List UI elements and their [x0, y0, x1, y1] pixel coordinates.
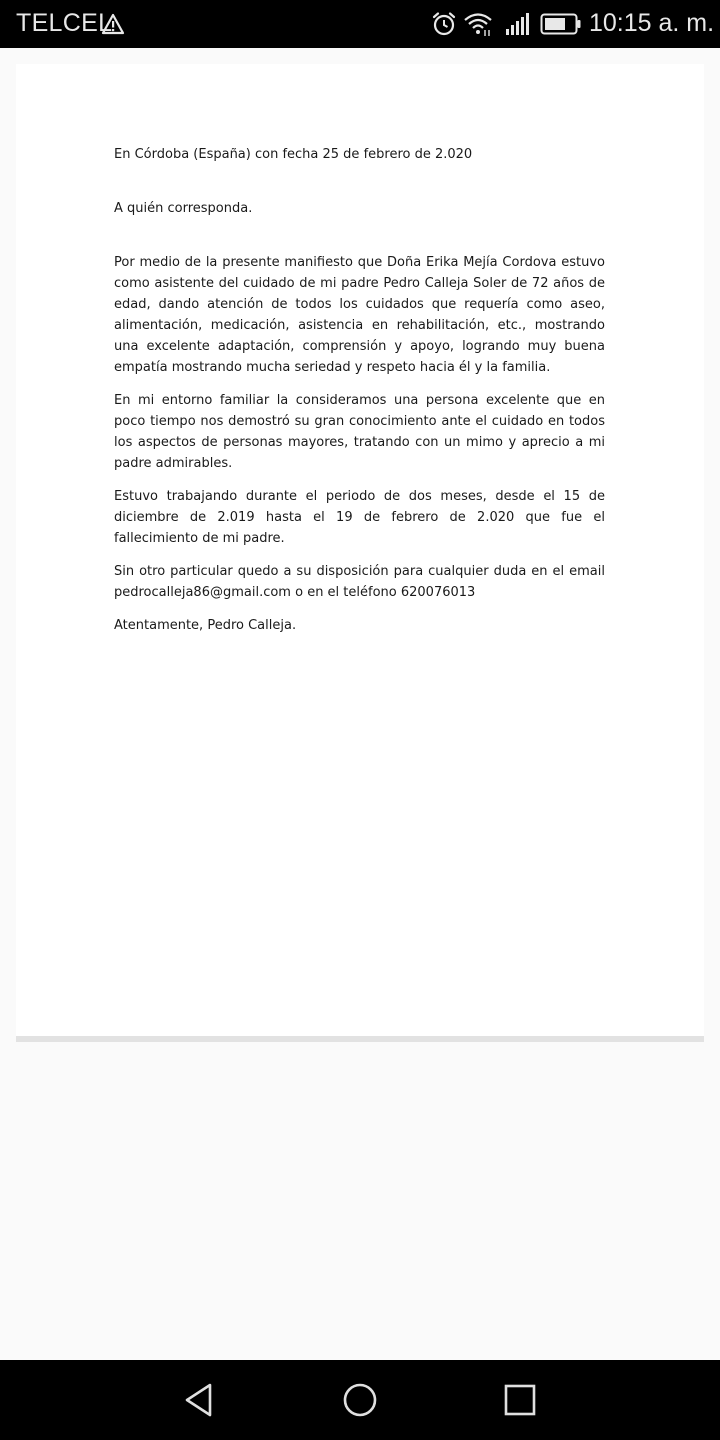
back-icon[interactable]: [180, 1382, 220, 1418]
navigation-bar: [0, 1360, 720, 1440]
date-line: En Córdoba (España) con fecha 25 de febrero de 2.020: [114, 147, 473, 162]
recents-icon[interactable]: [500, 1382, 540, 1418]
status-bar: [0, 0, 720, 48]
wifi-icon: [463, 11, 493, 37]
document-body: [114, 144, 605, 636]
paragraph-family: En mi entorno familiar la consideramos una persona excelente que en poco tiempo nos demostró su gran conocimiento ante el cuidado en todos los aspectos de personas mayores, tratando con un mimo y aprecio a mi padre admirables.: [114, 393, 605, 471]
home-icon[interactable]: [340, 1382, 380, 1418]
document-page: [16, 64, 704, 1036]
carrier-name: TELCEL: [16, 9, 113, 37]
signal-icon: [505, 12, 531, 36]
alarm-icon: [431, 11, 457, 37]
paragraph-period: Estuvo trabajando durante el periodo de dos meses, desde el 15 de diciembre de 2.019 hasta el 19 de febrero de 2.020 que fue el fallecimiento de mi padre.: [114, 489, 605, 546]
paragraph-contact: Sin otro particular quedo a su disposición para cualquier duda en el email pedrocalleja86@gmail.com o en el teléfono 620076013: [114, 564, 605, 600]
battery-icon: [540, 13, 582, 35]
page-bottom-edge: [16, 1036, 704, 1042]
warning-icon: [101, 13, 125, 35]
paragraph-introduction: Por medio de la presente manifiesto que Doña Erika Mejía Cordova estuvo como asistente del cuidado de mi padre Pedro Calleja Soler de 72 años de edad, dando atención de todos los cuidados que requería como aseo, alimentación, medicación, asistencia en rehabilitación, etc., mostrando una excelente adaptación, comprensión y apoyo, logrando muy buena empatía mostrando mucha seriedad y respeto hacia él y la familia.: [114, 255, 605, 375]
salutation: A quién corresponda.: [114, 201, 253, 216]
closing: Atentamente, Pedro Calleja.: [114, 618, 297, 633]
clock: 10:15 a. m.: [589, 9, 715, 37]
